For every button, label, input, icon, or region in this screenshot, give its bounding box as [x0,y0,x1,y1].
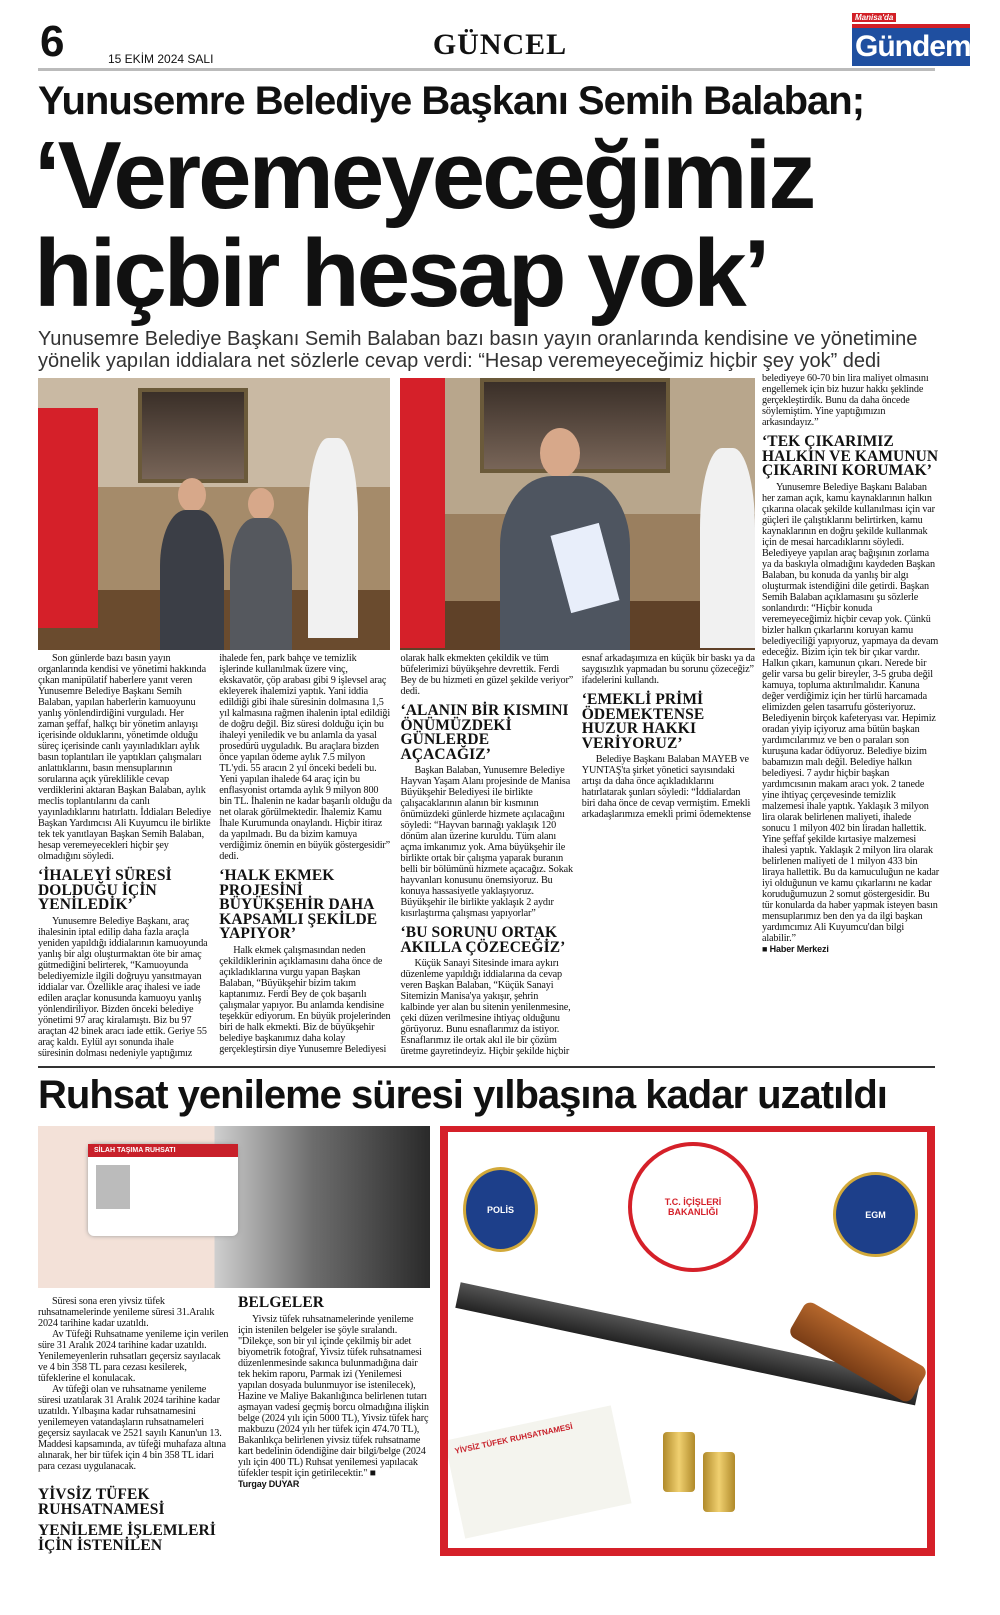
headline-quote-line-1: ‘Veremeyeceğimiz [34,122,814,229]
paragraph: Yivsiz tüfek ruhsatnamelerinde yenileme için istenilen belgeler ise şöyle sıralandı. "Dilekçe, son bir yıl içinde çekilmiş bir adet biyometrik fotoğraf, Yivsiz tüfek ruhsatnamesi düzenlenmesinde sakınca bulunmadığına dair tek hekim raporu, Parmak izi (Yenilemesi yapılan dosyada bulunmuyor ise istenilecek), Hazine ve Maliye Bakanlığınca belirlenen tutarı aşmayan vadesi geçmiş borcu olmadığına ilişkin belge (2024 yılı için 5000 TL), Yivsiz tüfek harç makbuzu (2024 yılı her tüfek için 474.70 TL), Bakanlıkça belirlenen yivsiz tüfek ruhsatname kart bedelinin ödendiğine dair bilgi/belge (2024 yılı için 400 TL) Ruhsat yenilemesi yapılacak tüfekler tespit için getirilecektir." ■ [238,1313,429,1479]
paragraph: Av tüfeği olan ve ruhsatname yenileme süresi uzatılarak 31 Aralık 2024 tarihine kadar uzatıldı. Yılbaşına kadar ruhsatnamesini yenilemeyen vatandaşların ruhsatnameleri geçersiz sayılacak ve 2521 sayılı Kanun'un 13. Maddesi kapsamında, av tüfeği muhafaza altına alınarak, her bir tüfek için 4 bin 358 TL idari para cezası uygulanacak. [38,1384,226,1472]
logo-text: Gündem [855,30,971,63]
police-badge: POLİS [463,1167,538,1252]
paragraph: Av Tüfeği Ruhsatname yenileme için verilen süre 31 Aralık 2024 tarihine kadar uzatıldı. Yenilemeyenlerin ruhsatları geçersiz sayılacak ve 4 bin 358 TL para cezası kesilerek, tüfeklerine el konulacak. [38,1329,229,1384]
subheading: ‘TEK ÇIKARIMIZ HALKIN VE KAMUNUN ÇIKARINI KORUMAK’ [762,433,939,479]
page-number: 6 [40,17,65,66]
license-card [88,1144,238,1236]
subheading: YİVSİZ TÜFEK RUHSATNAMESİ [38,1486,165,1518]
municipality-flag [700,448,755,648]
license-card-title: SİLAH TAŞIMA RUHSATI [88,1144,238,1157]
section-title: GÜNCEL [432,28,568,61]
headline-kicker: Yunusemre Belediye Başkanı Semih Balaban; [38,79,865,123]
subheading: ‘BU SORUNU ORTAK AKILLA ÇÖZECEĞİZ’ [400,924,566,956]
paragraph: Yunusemre Belediye Başkanı, araç ihalesinin iptal edilip daha fazla araçla yeniden yapıldığı iddialarının kamuoyunda yanlış bir algı oluşturmaktan öte bir amaç gütmediğini belirterek, “Kamuoyunda belediyemizle ilgili doğruyu yansıtmayan iddialar var. Özellikle araç ihalesi ve iade edilen araçlar konusunda kamuoyu yanlış yönlendiriliyor. Bizden önceki belediye yönetimi 97 araç kiralamıştı. Biz bu 97 araçtan 42 binek aracı iade ettik. Geriye 55 araç kaldı. Eylül ayı sonunda ihale süresinin dolması nedeniyle yaptığımız ihalede fen, park bahçe ve temizlik işlerinde kullanılmak üzere vinç, ekskavatör, çöp arabası gibi 9 işlevsel araç ekleyerek ihalemizi yaptık. Yani iddia edildiği gibi ihale süresinin dolmasına 1,5 yıl kalmasına rağmen ihalenin iptal edildiği de doğru değil. Biz süresi dolduğu için bu ihaleyi yeniledik ve bu anlamla da yasal prosedürü uyguladık. Bu araçlara bizden önce yapılan ödeme aylık 7.5 milyon TL'ydi. 55 aracın 2 yıl önceki bedeli bu. Yeni yapılan ihalede 64 araç için bu enflasyonist ortamda aylık 9 milyon 800 bin TL. İhalenin ne kadar başarılı olduğu da net olarak görülmektedir. İhalemiz Kamu İhale Kurumunda onaylandı. Hiçbir itiraz da yapılmadı. Bu da bizim kamuya verdiğimiz önemin en büyük göstergesidir” dedi. [38,653,392,1059]
article-divider [38,1066,935,1068]
logo-small-text: Manisa'da [852,13,896,22]
paragraph: Küçük Sanayi Sitesinde imara aykırı düzenleme yapıldığı iddialarına da cevap veren Başkan Balaban, “Küçük Sanayi Sitemizin Manisa'ya yakışır, şehrin kalbinde yer alan bu sitenin yenilenmesine, çeki düzen verilmesine ihtiyaç olduğunu görüyoruz. Bunu esnaflarımız da istiyor. Esnaflarımız ile ortak akıl ile bir çözüm üretme gayretindeyiz. Hiçbir şekilde hiçbir esnaf arkadaşımıza en küçük bir baskı ya da saygısızlık yapmadan bu sorunu çözeceğiz” ifadelerini kullandı. [400,653,755,1057]
paragraph: Süresi sona eren yivsiz tüfek ruhsatnamelerinde yenileme süresi 31.Aralık 2024 tarihine kadar uzatıldı. [38,1296,215,1329]
photo-shotgun-and-badges [440,1126,935,1556]
byline: ■ Haber Merkezi [762,943,829,954]
article-subtitle: Yunusemre Belediye Başkanı Semih Balaban bazı basın yayın oranlarında kendisine ve yönetimine yönelik yapılan iddialara net sözlerle cevap verdi: “Hesap veremeyeceğimiz hiçbir şey yok” dedi [38,328,918,372]
person-body [160,510,224,650]
paragraph: Halk ekmek çalışmasından neden çekildiklerinin açıklamasını daha önce de açıkladıklarına vurgu yapan Başkan Balaban, “Büyükşehir bizim takım kaptanımız. Ferdi Bey de çok başarılı çalışmalar yapıyor. Bu anlamda kendisine teşekkür ediyorum. En büyük projelerinden biri de halk ekmekti. Biz de büyükşehir belediye başkanımız daha kolay gerçekleştirsin diye Yunusemre Belediyesi olarak halk ekmekten çekildik ve tüm büfelerimizi büyükşehre devrettik. Ferdi Bey de bu hizmeti en güzel şekilde veriyor” dedi. [219,653,574,1055]
photo-mayor-with-folder [400,378,755,650]
paragraph: Son günlerde bazı basın yayın organlarında kendisi ve yönetimi hakkında çıkan manipülatif haberlere yanıt veren Yunusemre Belediye Başkanı Semih Balaban, yapılan haberlerin kamuoyunu yanlış yönlendirdiğini vurguladı. Her zaman şeffaf, halkçı bir yönetim anlayışı içerisinde olduklarını, yönetimde olduğu süreç içerisinde canlı yayınladıkları aylık basın toplantıları ile yaptıkları çalışmaları anlattıklarını, basın mensuplarının sorularına açık yüreklilikle cevap verdiklerini aktaran Başkan Balaban, aylık meclis toplantılarını da canlı yayınladıklarını hatırlattı. İddiaları Belediye Başkan Yardımcısı Ali Kuyumcu ile birlikte tek tek yanıtlayan Başkan Semih Balaban, hesap veremeyecekleri hiçbir şey olmadığını söyledi. [38,653,211,862]
paragraph: Belediye Başkanı Balaban MAYEB ve YUNTAŞ'ta şirket yönetici sayısındaki artışı da daha önce açıkladıklarını hatırlatarak şunları söyledi: “İddialardan biri daha önce de cevap vermiştim. Emekli arkadaşlarımıza emekli primi ödemektense [581,754,751,820]
paragraph: Yunusemre Belediye Başkanı Balaban her zaman açık, kamu kaynaklarının halkın çıkarına olacak şekilde kullanılması için var güçleri ile çalıştıklarını belirtirken, kamu kaynaklarının en doğru şekilde kullanmak için de mesai harcadıklarını söyledi. Belediyeye yapılan araç bağışının zorlama ya da baskıyla olmadığını kaydeden Başkan Balaban, bu konuda da yanlış bir algı oluşturmak istendiğini dile getirdi. Başkan Semih Balaban açıklamasını şu sözlerle sonlandırdı: “Hiçbir konuda veremeyeceğimiz hiçbir cevap yok. Çünkü bizler halkın çıkarlarını koruyan kamu belediyeciliği yapıyoruz, yapmaya da devam edeceğiz. Bizim için tek bir çıkar vardır. Halkın çıkarı, kamunun çıkarı. Nerede bir gelir varsa bu gelir bireyler, 3-5 gruba değil kamuya, topluma aktırılmalıdır. Kanuna değer verdiğimiz için her türlü harcamada elimizden gelen tasarrufu gösteriyoruz. Belediyenin birçok kafeteryası var. Hepimiz oradan yiyip içiyoruz ama bütün başkan yardımcılarımız ve ben o paraları son kuruşuna kadar ödüyoruz. Belediye bizim babamızın malı değil. Belediye halkın belediyesi. 7 aydır hiçbir başkan yardımcısının makam aracı yok. 2 tanede yine ihtiyaç çerçevesinde temizlik malzemesi ihale yaptık. Yaklaşık 3 milyon lira olarak belirlenen maliyeti, ihalede sonucu 1 milyon 402 bin liradan hallettik. Yine şeffaf şekilde kırtasiye malzemesi ihalesi yaptık. Yaklaşık 2 milyon lira olarak belirlenen maliyeti de 1 milyon 433 bin liraya hallettik. Bu da kamuculuğun ne kadar iyi olduğunun ve kamu çıkarlarını ne kadar koruduğumuzun 2 somut göstergesidir. Bu tür konularda da haber yapmak isteyen basın mensuplarımız ben den ya da ilgi başkan yardımcımız Ali Kuyumcu'dan bilgi alabilir.” [762,481,939,944]
subheading: ‘EMEKLİ PRİMİ ÖDEMEKTENSE HUZUR HAKKI VERİYORUZ’ [581,691,705,752]
headline-quote-line-2: hiçbir hesap yok’ [34,220,768,327]
subheading: ‘ALANIN BİR KISMINI ÖNÜMÜZDEKİ GÜNLERDE AÇACAĞIZ’ [400,702,569,763]
byline: Turgay DUYAR [238,1478,300,1489]
header-rule [38,68,935,71]
subheading: YENİLEME İŞLEMLERİ İÇİN İSTENİLEN BELGELER [38,1294,325,1554]
shotgun-shell [663,1432,695,1492]
issue-date: 15 EKİM 2024 SALI [108,52,214,66]
portrait-frame [138,388,248,483]
second-headline: Ruhsat yenileme süresi yılbaşına kadar uzatıldı [38,1073,887,1117]
paragraph: belediyeye 60-70 bin lira maliyet olmasını engellemek için biz huzur hakkı şeklinde gerçekleştirdik. Bunu da daha öncede söylemiştim. Yine yaptığımızın arkasındayız.” [762,373,929,428]
interior-ministry-seal: T.C. İÇİŞLERİ BAKANLIĞI [628,1142,758,1272]
photo-license-and-guns [38,1126,430,1288]
municipality-flag [308,438,358,638]
person-body [230,518,292,650]
newspaper-logo [852,24,970,66]
turkish-flag [38,408,98,628]
shotgun-license-card: YİVSİZ TÜFEK RUHSATNAMESİ [444,1405,631,1538]
second-article-body [38,1296,430,1558]
article-right-column [762,373,940,955]
egm-badge: EGM [833,1172,918,1257]
person-head [248,488,274,520]
paragraph: Başkan Balaban, Yunusemre Belediye Hayvan Yaşam Alanı projesinde de Manisa Büyükşehir Belediyesi ile birlikte çalışacaklarının alanın bir kısmının önümüzdeki günlerde hizmete açılacağını söyledi: “Hayvan barınağı yaklaşık 120 dönüm alan üzerine kuruldu. Tüm alanı açma imkanımız yok. Ama büyükşehir ile birlikte ortak bir çalışma yaparak buranın belli bir bölümünü hizmete açacağız. Sokak hayvanları konusunu önemsiyoruz. Bu konuya hassasiyetle yaklaşıyoruz. Büyükşehir ile birlikte yaklaşık 2 aydır kısırlaştırma çalışması yapıyorlar” [400,765,573,919]
person-head [540,428,580,478]
article-body-columns [38,653,755,1061]
person-head [178,478,206,512]
subheading: ‘İHALEYİ SÜRESİ DOLDUĞU İÇİN YENİLEDİK’ [38,867,172,913]
turkish-flag [400,378,445,648]
shotgun-shell [703,1452,735,1512]
license-photo [96,1165,130,1209]
subheading: ‘HALK EKMEK PROJESİNİ BÜYÜKŞEHİR DAHA KAPSAMLI ŞEKİLDE YAPIYOR’ [219,867,378,942]
photo-mayor-and-deputy [38,378,390,650]
